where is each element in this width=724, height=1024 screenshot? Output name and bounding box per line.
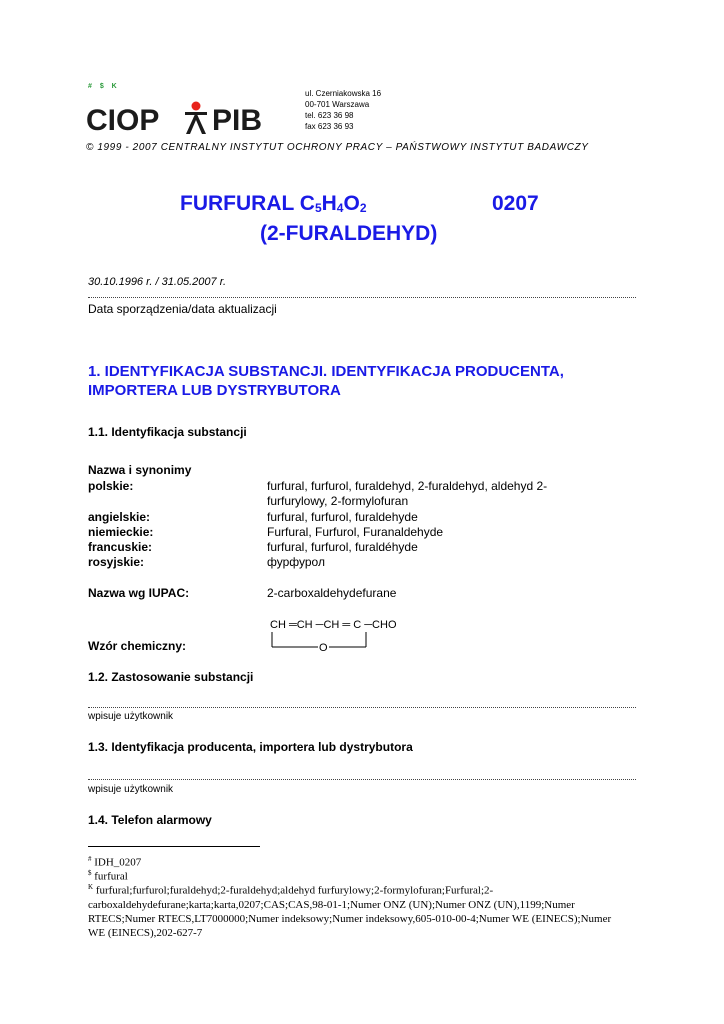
dotted-line xyxy=(88,779,636,780)
iupac-value: 2-carboxaldehydefurane xyxy=(267,586,397,600)
dotted-line xyxy=(88,707,636,708)
fax-line: fax 623 36 93 xyxy=(305,122,354,131)
dotted-line xyxy=(88,297,636,298)
substance-title: FURFURAL $C_5H_4O_2$ xyxy=(180,192,367,215)
ciop-pib-logo xyxy=(86,100,286,136)
address-line: ul. Czerniakowska 16 xyxy=(305,89,382,98)
section-1-4-heading: 1.4. Telefon alarmowy xyxy=(88,813,212,827)
address-line: 00-701 Warszawa xyxy=(305,100,370,109)
copyright-line: © 1999 - 2007 CENTRALNY INSTYTUT OCHRONY PRACY – PAŃSTWOWY INSTYTUT BADAWCZY xyxy=(86,142,589,153)
formula-label: Wzór chemiczny: xyxy=(88,639,187,653)
section-1-2-heading: 1.2. Zastosowanie substancji xyxy=(88,670,254,684)
address-block xyxy=(305,88,381,132)
footnote: $ furfural xyxy=(88,869,128,883)
name-value-english: furfural, furfurol, furaldehyde xyxy=(267,510,418,524)
footnote: # IDH_0207 xyxy=(88,855,142,869)
name-value-russian: фурфурол xyxy=(267,555,325,569)
formula-chain: CH ═CH ─CH ═ C ─CHO xyxy=(270,619,397,631)
dates-value: 30.10.1996 r. / 31.05.2007 r. xyxy=(88,276,227,288)
substance-subtitle: (2-FURALDEHYD) xyxy=(260,222,438,245)
logo-left-text: CIOP xyxy=(86,104,160,136)
user-fill-note: wpisuje użytkownik xyxy=(88,784,174,795)
logo-figure-icon xyxy=(185,102,207,135)
user-fill-note: wpisuje użytkownik xyxy=(88,711,174,722)
name-value-german: Furfural, Furfurol, Furanaldehyde xyxy=(267,525,444,539)
section-1-3-heading: 1.3. Identyfikacja producenta, importera lub dystrybutora xyxy=(88,740,413,754)
name-value-polish: furfural, furfurol, furaldehyd, 2-furaldehyd, aldehyd 2-furfurylowy, 2-formylofuran xyxy=(267,479,548,508)
formula-ring-oxygen: O xyxy=(319,642,328,653)
footnote-separator xyxy=(88,846,260,847)
card-number: 0207 xyxy=(492,192,539,215)
name-label-german: niemieckie: xyxy=(88,525,154,539)
section-1-1-heading: 1.1. Identyfikacja substancji xyxy=(88,425,247,439)
footnote: $^K$ furfural;furfurol;furaldehyd;2-furaldehyd;aldehyd furfurylowy;2-formylofuran;Furfural;2-carboxaldehydefurane;karta;karta,0207;CAS;CAS,98-01-1;Numer ONZ (UN);Numer ONZ (UN),1199;Numer RTECS;Numer RTECS,LT7000000;Numer indeksowy;Numer indeksowy,605-010-00-4;Numer WE (EINECS);Numer WE (EINECS),202-627-7 xyxy=(88,883,612,939)
name-label-russian: rosyjskie: xyxy=(88,555,145,569)
phone-line: tel. 623 36 98 xyxy=(305,111,354,120)
iupac-label: Nazwa wg IUPAC: xyxy=(88,586,190,600)
name-label-polish: polskie: xyxy=(88,479,134,493)
name-label-french: francuskie: xyxy=(88,540,153,554)
structural-formula xyxy=(268,615,418,653)
names-header: Nazwa i synonimy xyxy=(88,463,192,477)
dates-label: Data sporządzenia/data aktualizacji xyxy=(88,302,277,316)
section-1-heading: 1. IDENTYFIKACJA SUBSTANCJI. IDENTYFIKACJA PRODUCENTA, IMPORTERA LUB DYSTRYBUTORA xyxy=(88,363,564,399)
logo-right-text: PIB xyxy=(212,104,263,136)
name-label-english: angielskie: xyxy=(88,510,151,524)
name-value-french: furfural, furfurol, furaldéhyde xyxy=(267,540,418,554)
footnote-marks: # $ K xyxy=(88,83,120,90)
